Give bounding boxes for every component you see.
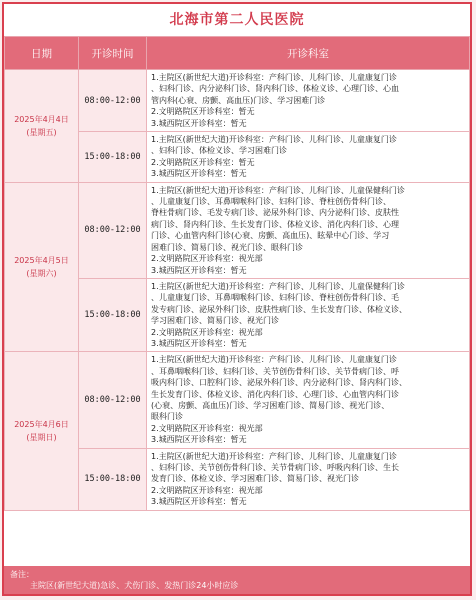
- table-row: [5, 70, 470, 132]
- dept-line: 2.文明路院区开诊科室：视光部: [151, 327, 263, 337]
- header-time: 开诊时间: [79, 37, 147, 70]
- dept-cell: [147, 448, 470, 510]
- time-cell: 08:00-12:00: [79, 182, 147, 278]
- dept-line: (心衰、房颤、高血压)门诊、学习困难门诊、简易门诊、视光门诊、: [151, 400, 390, 410]
- dept-line: 3.城西院区开诊科室：暂无: [151, 497, 247, 507]
- dept-line: 2.文明路院区开诊科室：视光部: [151, 485, 263, 495]
- weekday-text: (星期五): [26, 127, 57, 137]
- header-dept: 开诊科室: [147, 37, 470, 70]
- date-text: 2025年4月5日: [14, 256, 69, 265]
- dept-line: 、儿童康复门诊、耳鼻咽喉科门诊、妇科门诊、脊柱创伤骨科门诊、毛: [151, 293, 399, 303]
- dept-line: 、妇科门诊、体检义诊、学习困难门诊: [151, 146, 287, 156]
- dept-line: 1.主院区(新世纪大道)开诊科室：产科门诊、儿科门诊、儿童康复门诊: [151, 73, 397, 82]
- dept-line: 、妇科门诊、关节创伤骨科门诊、关节骨病门诊、呼吸内科门诊、生长: [151, 463, 399, 472]
- date-text: 2025年4月4日: [14, 114, 69, 124]
- table-row: [5, 352, 470, 448]
- dept-line: 、儿童康复门诊、耳鼻咽喉科门诊、妇科门诊、脊柱创伤骨科门诊、: [151, 197, 391, 207]
- header-row: [5, 37, 470, 70]
- dept-line: 3.城西院区开诊科室：暂无: [151, 118, 247, 128]
- date-cell: [5, 182, 79, 352]
- dept-line: 困难门诊、简易门诊、视光门诊、眼科门诊: [151, 242, 303, 252]
- note-title: 备注：: [10, 570, 34, 579]
- dept-line: 学习困难门诊、简易门诊、视光门诊: [151, 316, 279, 326]
- time-cell: 08:00-12:00: [79, 70, 147, 132]
- dept-cell: [147, 352, 470, 448]
- dept-line: 眼科门诊: [151, 412, 183, 422]
- header-date: 日期: [5, 37, 79, 70]
- dept-cell: [147, 132, 470, 183]
- dept-line: 、妇科门诊、内分泌科门诊、肾内科门诊、体检义诊、心理门诊、心血: [151, 84, 399, 94]
- dept-line: 发育门诊、体检义诊、学习困难门诊、简易门诊、视光门诊: [151, 474, 359, 484]
- schedule-table: [4, 36, 470, 511]
- page-title: 北海市第二人民医院: [169, 12, 305, 28]
- dept-line: 门诊、心血管内科门诊(心衰、房颤、高血压)、眩晕中心门诊、学习: [151, 231, 390, 241]
- dept-line: 2.文明路院区开诊科室：暂无: [151, 157, 255, 167]
- dept-line: 2.文明路院区开诊科室：暂无: [151, 107, 255, 117]
- time-cell: 15:00-18:00: [79, 278, 147, 351]
- dept-line: 脊柱骨病门诊、毛发专病门诊、泌尿外科门诊、内分泌科门诊、皮肤性: [151, 208, 399, 218]
- time-cell: 08:00-12:00: [79, 352, 147, 448]
- dept-line: 1.主院区(新世纪大道)开诊科室：产科门诊、儿科门诊、儿童保健科门诊: [151, 281, 405, 291]
- time-cell: 15:00-18:00: [79, 448, 147, 510]
- dept-cell: [147, 278, 470, 351]
- weekday-text: (星期日): [26, 432, 57, 442]
- dept-line: 1.主院区(新世纪大道)开诊科室：产科门诊、儿科门诊、儿童康复门诊: [151, 451, 397, 461]
- dept-line: 3.城西院区开诊科室：暂无: [151, 169, 247, 179]
- dept-line: 病门诊、肾内科门诊、生长发育门诊、体检义诊、消化内科门诊、心理: [151, 219, 399, 229]
- time-cell: 15:00-18:00: [79, 132, 147, 183]
- schedule-frame: [2, 2, 472, 596]
- dept-line: 1.主院区(新世纪大道)开诊科室：产科门诊、儿科门诊、儿童保健科门诊: [151, 185, 405, 195]
- dept-cell: [147, 70, 470, 132]
- dept-cell: [147, 182, 470, 278]
- dept-line: 2.文明路院区开诊科室：视光部: [151, 423, 263, 433]
- dept-line: 吸内科门诊、口腔科门诊、泌尿外科门诊、内分泌科门诊、肾内科门诊、: [151, 378, 407, 388]
- note-bar: [4, 566, 470, 594]
- dept-line: 生长发育门诊、体检义诊、消化内科门诊、心理门诊、心血管内科门诊: [151, 389, 399, 399]
- dept-line: 3.城西院区开诊科室：暂无: [151, 265, 247, 275]
- dept-line: 管内科(心衰、房颤、高血压)门诊、学习困难门诊: [151, 95, 326, 105]
- dept-line: 1.主院区(新世纪大道)开诊科室：产科门诊、儿科门诊、儿童康复门诊: [151, 135, 397, 145]
- dept-line: 、耳鼻咽喉科门诊、妇科门诊、关节创伤骨科门诊、关节骨病门诊、呼: [151, 366, 399, 376]
- date-cell: [5, 70, 79, 183]
- dept-line: 3.城西院区开诊科室：暂无: [151, 435, 247, 445]
- date-cell: [5, 352, 79, 510]
- note-body: 主院区(新世纪大道)急诊、犬伤门诊、发热门诊24小时应诊: [30, 581, 239, 590]
- table-row: [5, 182, 470, 278]
- dept-line: 发专病门诊、泌尿外科门诊、皮肤性病门诊、生长发育门诊、体检义诊、: [151, 304, 407, 314]
- dept-line: 2.文明路院区开诊科室：视光部: [151, 254, 263, 264]
- weekday-text: (星期六): [26, 269, 57, 278]
- dept-line: 1.主院区(新世纪大道)开诊科室：产科门诊、儿科门诊、儿童康复门诊: [151, 355, 397, 365]
- dept-line: 3.城西院区开诊科室：暂无: [151, 338, 247, 348]
- date-text: 2025年4月6日: [14, 419, 69, 429]
